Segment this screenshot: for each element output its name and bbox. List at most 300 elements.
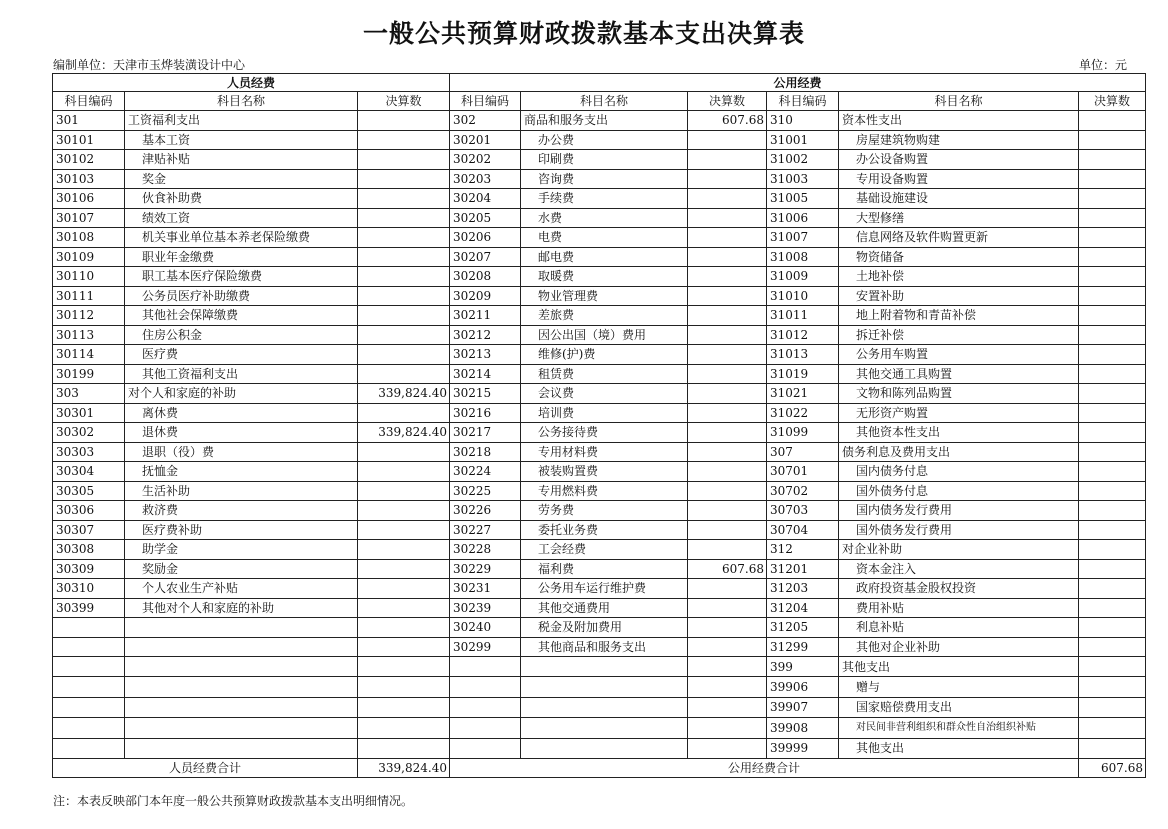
cell-code: 30113 xyxy=(53,325,125,345)
cell-code: 39999 xyxy=(767,738,839,758)
cell-name: 医疗费补助 xyxy=(125,520,358,540)
cell-name: 国家赔偿费用支出 xyxy=(839,697,1079,717)
cell-amount: 607.68 xyxy=(688,559,767,579)
cell-name: 奖励金 xyxy=(125,559,358,579)
cell-name: 商品和服务支出 xyxy=(521,111,688,131)
cell-code: 31005 xyxy=(767,189,839,209)
cell-amount xyxy=(1079,501,1146,521)
cell-code: 30206 xyxy=(450,228,521,248)
cell-amount xyxy=(358,247,450,267)
cell-code: 30218 xyxy=(450,442,521,462)
cell-amount xyxy=(358,208,450,228)
col-header-code: 科目编码 xyxy=(450,92,521,111)
cell-code: 30207 xyxy=(450,247,521,267)
cell-name: 住房公积金 xyxy=(125,325,358,345)
col-header-code: 科目编码 xyxy=(767,92,839,111)
table-row xyxy=(53,677,1146,697)
table-row xyxy=(53,364,1146,384)
personnel-total-amount: 339,824.40 xyxy=(358,758,450,777)
table-row xyxy=(53,520,1146,540)
cell-amount xyxy=(358,579,450,599)
table-row xyxy=(53,208,1146,228)
cell-name: 利息补贴 xyxy=(839,618,1079,638)
cell-name: 生活补助 xyxy=(125,481,358,501)
cell-name: 赠与 xyxy=(839,677,1079,697)
cell-name: 救济费 xyxy=(125,501,358,521)
cell-amount: 339,824.40 xyxy=(358,384,450,404)
cell-amount xyxy=(1079,423,1146,443)
cell-amount xyxy=(688,462,767,482)
table-row xyxy=(53,738,1146,758)
cell-code: 30209 xyxy=(450,286,521,306)
cell-name: 办公费 xyxy=(521,130,688,150)
cell-amount xyxy=(1079,150,1146,170)
table-row xyxy=(53,306,1146,326)
cell-code: 31001 xyxy=(767,130,839,150)
cell-amount xyxy=(688,384,767,404)
cell-name: 工会经费 xyxy=(521,540,688,560)
cell-amount xyxy=(688,247,767,267)
cell-code: 30202 xyxy=(450,150,521,170)
cell-code: 312 xyxy=(767,540,839,560)
cell-name: 取暖费 xyxy=(521,267,688,287)
cell-empty xyxy=(450,697,521,717)
cell-code: 31022 xyxy=(767,403,839,423)
cell-code: 30299 xyxy=(450,637,521,657)
table-row xyxy=(53,637,1146,657)
cell-code: 30228 xyxy=(450,540,521,560)
cell-code: 31007 xyxy=(767,228,839,248)
cell-empty xyxy=(688,697,767,717)
cell-amount xyxy=(688,267,767,287)
cell-code: 30112 xyxy=(53,306,125,326)
cell-empty xyxy=(125,738,358,758)
cell-name: 基础设施建设 xyxy=(839,189,1079,209)
cell-amount xyxy=(1079,462,1146,482)
table-row xyxy=(53,403,1146,423)
cell-amount xyxy=(688,286,767,306)
cell-name: 印刷费 xyxy=(521,150,688,170)
table-row xyxy=(53,228,1146,248)
cell-name: 劳务费 xyxy=(521,501,688,521)
col-header-name: 科目名称 xyxy=(521,92,688,111)
cell-code: 30199 xyxy=(53,364,125,384)
cell-code: 30111 xyxy=(53,286,125,306)
table-row xyxy=(53,501,1146,521)
cell-empty xyxy=(53,738,125,758)
cell-amount xyxy=(688,345,767,365)
cell-code: 39907 xyxy=(767,697,839,717)
cell-amount xyxy=(688,169,767,189)
cell-name: 国内债务付息 xyxy=(839,462,1079,482)
cell-name: 其他支出 xyxy=(839,738,1079,758)
cell-name: 退休费 xyxy=(125,423,358,443)
cell-name: 公务用车购置 xyxy=(839,345,1079,365)
cell-name: 邮电费 xyxy=(521,247,688,267)
cell-amount xyxy=(358,111,450,131)
cell-name: 被装购置费 xyxy=(521,462,688,482)
cell-amount xyxy=(688,403,767,423)
cell-empty xyxy=(521,718,688,738)
cell-code: 30310 xyxy=(53,579,125,599)
cell-name: 拆迁补偿 xyxy=(839,325,1079,345)
cell-name: 对民间非营利组织和群众性自治组织补贴 xyxy=(839,718,1079,738)
table-row xyxy=(53,169,1146,189)
cell-amount: 607.68 xyxy=(688,111,767,131)
table-row xyxy=(53,267,1146,287)
cell-amount xyxy=(358,267,450,287)
cell-amount xyxy=(688,481,767,501)
cell-code: 399 xyxy=(767,657,839,677)
cell-code: 30208 xyxy=(450,267,521,287)
table-row xyxy=(53,559,1146,579)
cell-name: 信息网络及软件购置更新 xyxy=(839,228,1079,248)
cell-name: 伙食补助费 xyxy=(125,189,358,209)
cell-amount xyxy=(358,228,450,248)
section-header-row xyxy=(53,74,1146,92)
cell-empty xyxy=(521,677,688,697)
cell-name: 债务利息及费用支出 xyxy=(839,442,1079,462)
cell-amount xyxy=(1079,208,1146,228)
cell-code: 31010 xyxy=(767,286,839,306)
cell-name: 水费 xyxy=(521,208,688,228)
cell-amount xyxy=(358,462,450,482)
cell-amount xyxy=(1079,718,1146,738)
cell-code: 31012 xyxy=(767,325,839,345)
table-row xyxy=(53,150,1146,170)
cell-name: 专用设备购置 xyxy=(839,169,1079,189)
cell-amount xyxy=(688,130,767,150)
cell-name: 职工基本医疗保险缴费 xyxy=(125,267,358,287)
cell-code: 30103 xyxy=(53,169,125,189)
cell-name: 抚恤金 xyxy=(125,462,358,482)
column-header-row xyxy=(53,92,1146,111)
cell-code: 30101 xyxy=(53,130,125,150)
cell-empty xyxy=(358,718,450,738)
cell-amount xyxy=(358,364,450,384)
cell-code: 30106 xyxy=(53,189,125,209)
cell-name: 物资储备 xyxy=(839,247,1079,267)
cell-code: 31201 xyxy=(767,559,839,579)
cell-amount xyxy=(358,598,450,618)
cell-name: 维修(护)费 xyxy=(521,345,688,365)
cell-name: 费用补贴 xyxy=(839,598,1079,618)
org-name: 编制单位：天津市玉烨装潢设计中心 xyxy=(53,58,246,72)
cell-amount xyxy=(358,559,450,579)
cell-amount xyxy=(358,325,450,345)
cell-empty xyxy=(688,677,767,697)
table-row xyxy=(53,481,1146,501)
cell-name: 工资福利支出 xyxy=(125,111,358,131)
cell-amount xyxy=(1079,677,1146,697)
table-row xyxy=(53,657,1146,677)
cell-code: 303 xyxy=(53,384,125,404)
cell-code: 30227 xyxy=(450,520,521,540)
cell-code: 30108 xyxy=(53,228,125,248)
table-row xyxy=(53,442,1146,462)
cell-code: 30215 xyxy=(450,384,521,404)
cell-name: 土地补偿 xyxy=(839,267,1079,287)
cell-code: 301 xyxy=(53,111,125,131)
cell-amount xyxy=(358,169,450,189)
table-row xyxy=(53,718,1146,738)
cell-amount xyxy=(358,442,450,462)
cell-name: 对企业补助 xyxy=(839,540,1079,560)
cell-code: 30306 xyxy=(53,501,125,521)
cell-amount xyxy=(1079,364,1146,384)
cell-code: 30225 xyxy=(450,481,521,501)
cell-amount xyxy=(358,286,450,306)
table-row xyxy=(53,540,1146,560)
cell-amount xyxy=(358,403,450,423)
cell-name: 基本工资 xyxy=(125,130,358,150)
cell-amount xyxy=(1079,657,1146,677)
page-title: 一般公共预算财政拨款基本支出决算表 xyxy=(362,19,805,48)
cell-code: 30204 xyxy=(450,189,521,209)
cell-amount xyxy=(688,306,767,326)
cell-amount xyxy=(1079,520,1146,540)
cell-code: 30102 xyxy=(53,150,125,170)
cell-empty xyxy=(53,618,125,638)
cell-code: 30226 xyxy=(450,501,521,521)
cell-code: 30214 xyxy=(450,364,521,384)
cell-code: 30240 xyxy=(450,618,521,638)
cell-empty xyxy=(688,718,767,738)
cell-code: 31099 xyxy=(767,423,839,443)
cell-code: 30212 xyxy=(450,325,521,345)
cell-name: 机关事业单位基本养老保险缴费 xyxy=(125,228,358,248)
col-header-amount: 决算数 xyxy=(688,92,767,111)
table-row xyxy=(53,130,1146,150)
cell-code: 30701 xyxy=(767,462,839,482)
table-row xyxy=(53,384,1146,404)
cell-name: 物业管理费 xyxy=(521,286,688,306)
cell-name: 公务员医疗补助缴费 xyxy=(125,286,358,306)
cell-code: 31006 xyxy=(767,208,839,228)
cell-amount xyxy=(1079,306,1146,326)
cell-code: 30239 xyxy=(450,598,521,618)
cell-name: 公务用车运行维护费 xyxy=(521,579,688,599)
cell-amount xyxy=(1079,598,1146,618)
cell-code: 30203 xyxy=(450,169,521,189)
cell-name: 奖金 xyxy=(125,169,358,189)
cell-name: 退职（役）费 xyxy=(125,442,358,462)
cell-name: 其他商品和服务支出 xyxy=(521,637,688,657)
table-row xyxy=(53,345,1146,365)
cell-amount xyxy=(1079,738,1146,758)
cell-code: 30201 xyxy=(450,130,521,150)
table-row xyxy=(53,598,1146,618)
cell-amount xyxy=(358,540,450,560)
col-header-amount: 决算数 xyxy=(358,92,450,111)
cell-code: 307 xyxy=(767,442,839,462)
cell-code: 39908 xyxy=(767,718,839,738)
table-row xyxy=(53,111,1146,131)
cell-name: 助学金 xyxy=(125,540,358,560)
table-row xyxy=(53,697,1146,717)
cell-code: 30303 xyxy=(53,442,125,462)
cell-name: 资本性支出 xyxy=(839,111,1079,131)
cell-amount xyxy=(688,442,767,462)
cell-amount xyxy=(688,208,767,228)
cell-name: 差旅费 xyxy=(521,306,688,326)
cell-code: 30399 xyxy=(53,598,125,618)
cell-amount xyxy=(1079,130,1146,150)
cell-amount xyxy=(688,150,767,170)
cell-amount xyxy=(1079,540,1146,560)
personnel-total-label: 人员经费合计 xyxy=(53,758,358,777)
cell-amount xyxy=(688,189,767,209)
unit-label: 单位：元 xyxy=(1078,58,1127,72)
cell-code: 30703 xyxy=(767,501,839,521)
cell-name: 因公出国（境）费用 xyxy=(521,325,688,345)
cell-name: 绩效工资 xyxy=(125,208,358,228)
cell-name: 地上附着物和青苗补偿 xyxy=(839,306,1079,326)
cell-code: 31205 xyxy=(767,618,839,638)
cell-code: 39906 xyxy=(767,677,839,697)
cell-empty xyxy=(125,618,358,638)
cell-amount xyxy=(1079,403,1146,423)
cell-name: 办公设备购置 xyxy=(839,150,1079,170)
cell-amount xyxy=(1079,637,1146,657)
cell-amount xyxy=(358,150,450,170)
cell-code: 30307 xyxy=(53,520,125,540)
cell-amount xyxy=(688,637,767,657)
cell-amount xyxy=(688,423,767,443)
cell-code: 31011 xyxy=(767,306,839,326)
cell-code: 310 xyxy=(767,111,839,131)
cell-name: 福利费 xyxy=(521,559,688,579)
cell-amount xyxy=(1079,618,1146,638)
cell-name: 对个人和家庭的补助 xyxy=(125,384,358,404)
cell-amount xyxy=(688,520,767,540)
cell-code: 30301 xyxy=(53,403,125,423)
cell-empty xyxy=(53,637,125,657)
cell-empty xyxy=(125,718,358,738)
cell-empty xyxy=(125,637,358,657)
col-header-name: 科目名称 xyxy=(125,92,358,111)
cell-name: 手续费 xyxy=(521,189,688,209)
cell-amount xyxy=(1079,345,1146,365)
cell-name: 政府投资基金股权投资 xyxy=(839,579,1079,599)
col-header-code: 科目编码 xyxy=(53,92,125,111)
cell-code: 302 xyxy=(450,111,521,131)
cell-amount xyxy=(1079,247,1146,267)
col-header-name: 科目名称 xyxy=(839,92,1079,111)
cell-amount xyxy=(358,520,450,540)
table-row xyxy=(53,462,1146,482)
cell-name: 津贴补贴 xyxy=(125,150,358,170)
cell-empty xyxy=(53,697,125,717)
cell-code: 30217 xyxy=(450,423,521,443)
table-row xyxy=(53,423,1146,443)
cell-name: 个人农业生产补贴 xyxy=(125,579,358,599)
cell-name: 其他资本性支出 xyxy=(839,423,1079,443)
totals-row xyxy=(53,758,1146,777)
cell-name: 其他工资福利支出 xyxy=(125,364,358,384)
cell-code: 30305 xyxy=(53,481,125,501)
cell-name: 大型修缮 xyxy=(839,208,1079,228)
cell-amount xyxy=(1079,111,1146,131)
cell-empty xyxy=(358,738,450,758)
cell-code: 31019 xyxy=(767,364,839,384)
cell-amount xyxy=(1079,267,1146,287)
cell-code: 30304 xyxy=(53,462,125,482)
cell-empty xyxy=(53,677,125,697)
cell-amount xyxy=(688,364,767,384)
cell-empty xyxy=(358,697,450,717)
cell-amount xyxy=(1079,286,1146,306)
cell-empty xyxy=(688,738,767,758)
cell-name: 国外债务付息 xyxy=(839,481,1079,501)
cell-code: 30308 xyxy=(53,540,125,560)
cell-amount xyxy=(1079,384,1146,404)
cell-amount xyxy=(358,501,450,521)
table-row xyxy=(53,618,1146,638)
cell-empty xyxy=(125,697,358,717)
cell-amount xyxy=(1079,559,1146,579)
cell-name: 房屋建筑物购建 xyxy=(839,130,1079,150)
table-row xyxy=(53,325,1146,345)
cell-name: 其他交通费用 xyxy=(521,598,688,618)
cell-code: 30216 xyxy=(450,403,521,423)
cell-code: 30229 xyxy=(450,559,521,579)
cell-empty xyxy=(125,657,358,677)
cell-empty xyxy=(53,657,125,677)
cell-name: 其他社会保障缴费 xyxy=(125,306,358,326)
cell-amount xyxy=(688,579,767,599)
cell-amount xyxy=(1079,189,1146,209)
cell-amount xyxy=(1079,579,1146,599)
col-header-amount: 决算数 xyxy=(1079,92,1146,111)
cell-code: 31021 xyxy=(767,384,839,404)
cell-code: 31299 xyxy=(767,637,839,657)
cell-amount xyxy=(358,189,450,209)
cell-code: 31002 xyxy=(767,150,839,170)
cell-empty xyxy=(358,657,450,677)
cell-name: 咨询费 xyxy=(521,169,688,189)
cell-amount xyxy=(688,325,767,345)
cell-code: 31013 xyxy=(767,345,839,365)
cell-amount xyxy=(688,598,767,618)
cell-code: 30107 xyxy=(53,208,125,228)
cell-name: 会议费 xyxy=(521,384,688,404)
cell-empty xyxy=(358,618,450,638)
cell-amount xyxy=(1079,697,1146,717)
cell-empty xyxy=(450,657,521,677)
section-personnel: 人员经费 xyxy=(53,74,450,92)
cell-name: 其他对个人和家庭的补助 xyxy=(125,598,358,618)
cell-name: 专用材料费 xyxy=(521,442,688,462)
cell-code: 30110 xyxy=(53,267,125,287)
cell-empty xyxy=(521,697,688,717)
cell-amount xyxy=(688,228,767,248)
cell-amount xyxy=(1079,481,1146,501)
cell-amount xyxy=(358,306,450,326)
cell-amount xyxy=(688,618,767,638)
cell-amount xyxy=(358,481,450,501)
cell-name: 专用燃料费 xyxy=(521,481,688,501)
cell-amount xyxy=(1079,442,1146,462)
cell-name: 文物和陈列品购置 xyxy=(839,384,1079,404)
cell-code: 31009 xyxy=(767,267,839,287)
cell-name: 无形资产购置 xyxy=(839,403,1079,423)
cell-code: 31003 xyxy=(767,169,839,189)
table-row xyxy=(53,247,1146,267)
section-public: 公用经费 xyxy=(450,74,1146,92)
cell-empty xyxy=(450,718,521,738)
cell-code: 30211 xyxy=(450,306,521,326)
